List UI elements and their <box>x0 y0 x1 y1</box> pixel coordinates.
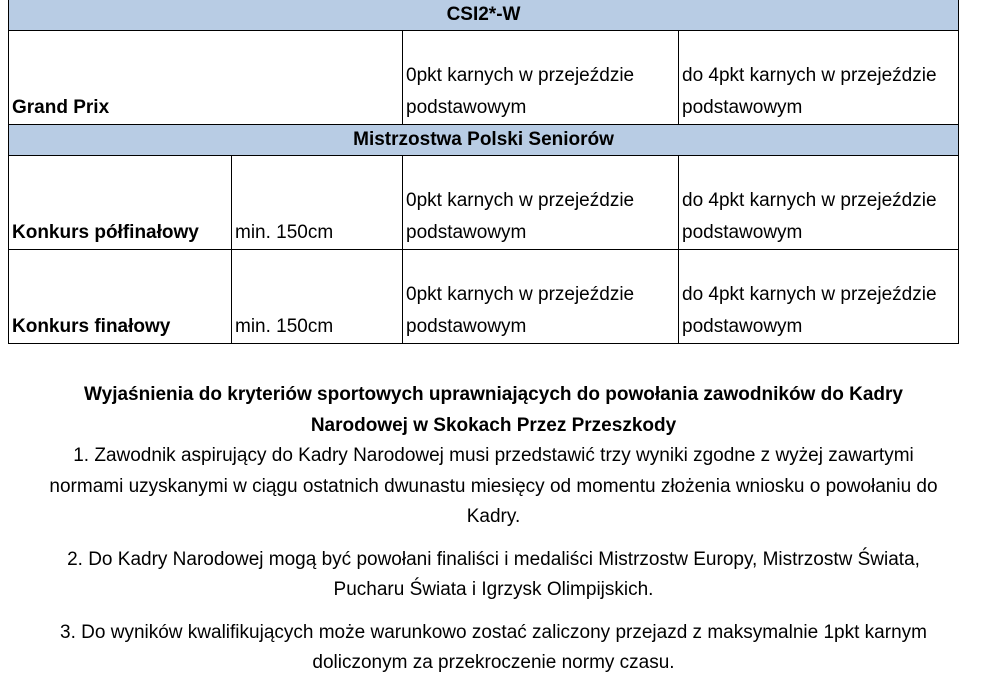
section-header-csi: CSI2*-W <box>9 0 959 31</box>
section-header-row <box>9 125 959 156</box>
criteria-table <box>8 0 959 344</box>
rule-item: 1. Zawodnik aspirujący do Kadry Narodowej musi przedstawić trzy wyniki zgodne z wyżej zawartymi normami uzyskanymi w ciągu ostatnich dwunastu miesięcy od momentu złożenia wniosku o powołaniu do Kadry. <box>49 445 938 527</box>
zero-penalty-text: 0pkt karnych w przejeździe podstawowym <box>406 284 635 337</box>
section-header-mp: Mistrzostwa Polski Seniorów <box>9 125 959 156</box>
zero-penalty-cell <box>403 250 679 344</box>
height-requirement: min. 150cm <box>232 156 403 250</box>
height-requirement: min. 150cm <box>232 250 403 344</box>
zero-penalty-text: 0pkt karnych w przejeździe podstawowym <box>406 190 635 243</box>
four-penalty-cell <box>679 156 959 250</box>
explanations-heading: Wyjaśnienia do kryteriów sportowych uprawniających do powołania zawodników do Kadry Narodowej w Skokach Przez Przeszkody <box>84 384 903 436</box>
competition-label: Grand Prix <box>9 31 403 125</box>
four-penalty-text: do 4pkt karnych w przejeździe podstawowym <box>682 190 937 243</box>
four-penalty-text: do 4pkt karnych w przejeździe podstawowym <box>682 284 937 337</box>
four-penalty-cell <box>679 250 959 344</box>
table-row <box>9 31 959 125</box>
competition-label: Konkurs finałowy <box>9 250 232 344</box>
explanations-section <box>0 380 987 679</box>
table-row <box>9 156 959 250</box>
table-row <box>9 250 959 344</box>
zero-penalty-cell <box>403 156 679 250</box>
section-header-row <box>9 0 959 31</box>
competition-label: Konkurs półfinałowy <box>9 156 232 250</box>
rule-item: 3. Do wyników kwalifikujących może warunkowo zostać zaliczony przejazd z maksymalnie 1pkt karnym doliczonym za przekroczenie normy czasu. <box>60 621 927 673</box>
zero-penalty-cell <box>403 31 679 125</box>
zero-penalty-text: 0pkt karnych w przejeździe podstawowym <box>406 65 635 118</box>
four-penalty-text: do 4pkt karnych w przejeździe podstawowym <box>682 65 937 118</box>
four-penalty-cell <box>679 31 959 125</box>
rule-item: 2. Do Kadry Narodowej mogą być powołani finaliści i medaliści Mistrzostw Europy, Mistrzostw Świata, Pucharu Świata i Igrzysk Olimpijskich. <box>67 548 920 600</box>
